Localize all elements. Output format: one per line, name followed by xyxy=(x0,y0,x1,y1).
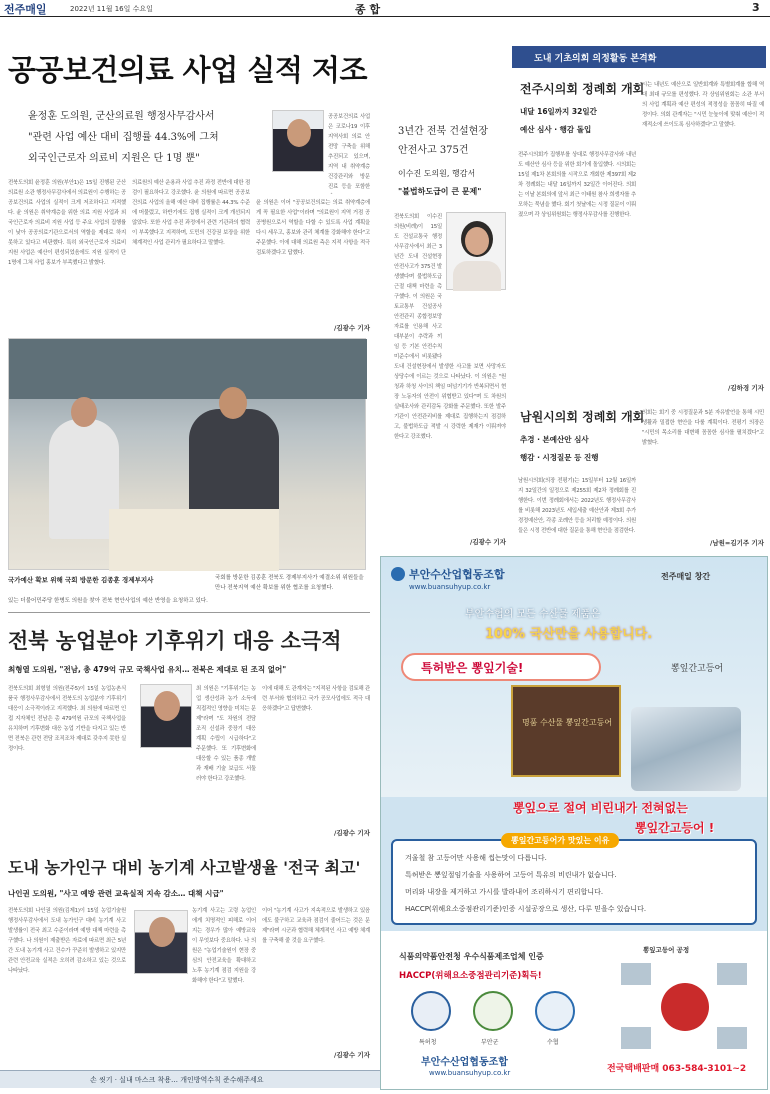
ad-phone[interactable]: 전국택배판매 063-584-3101~2 xyxy=(607,1064,747,1074)
ad-reasons-box xyxy=(391,836,757,925)
article-body: 의회는 회기 중 시정질문과 5분 자유발언을 통해 시민 생활과 밀접한 현안을 다룰 계획이다. 전평기 의장은 "시민의 목소리를 대변해 꼼꼼한 심사를 펼치겠다"고 밝혔다. xyxy=(642,410,764,446)
article-body: 전북도의회 나인권 의원(김제1)이 15일 농업기술원 행정사무감사에서 도내 농가인구 대비 농기계 사고 발생률이 전국 최고 수준이라며 예방 대책 마련을 촉구했다. 나 의원이 제출받은 자료에 따르면 최근 5년간 도내 농기계 사고 건수가 꾸준히 발생하고 있지만 관련 안전교육 실적은 오히려 감소하고 있는 것으로 나타났다. xyxy=(8,908,126,974)
article-body: 농기계 사고는 고령 농업인에게 치명적인 피해로 이어지는 경우가 많아 예방교육이 무엇보다 중요하다. 나 의원은 "농업기술원이 현장 중심의 안전교육을 확대하고 노후 농기계 점검 지원을 강화해야 한다"고 말했다. xyxy=(192,908,256,984)
ad-tagline: 100% 국산만을 사용합니다. xyxy=(485,627,653,642)
reporter-photo xyxy=(446,212,506,290)
article-title: 도내 농가인구 대비 농기계 사고발생율 '전국 최고' xyxy=(8,858,361,877)
suhyup-icon xyxy=(535,991,575,1031)
cert-label: 특허청 xyxy=(419,1039,437,1046)
ad-package: 명품 수산물 뽕잎간고등어 xyxy=(511,685,621,777)
reporter-photo xyxy=(140,684,192,748)
article-body: 공공보건의료 사업은 코로나19 이후 지역사회 의료 안전망 구축을 위해 추진되고 있으며, 지역 내 취약계층 건강관리와 방문 진료 등을 포함한 xyxy=(328,114,370,190)
ad-reason: 머리와 내장을 제거하고 가시를 발라내어 조리하시기 편리합니다. xyxy=(405,888,604,896)
ad-reasons-title: 뽕잎간고등어가 맛있는 이유 xyxy=(501,833,619,848)
byline: /김광수 기자 xyxy=(333,829,370,837)
article-subtitle: 나인권 도의원, "사고 예방 관련 교육실적 지속 감소… 대책 시급" xyxy=(8,889,224,898)
article-subtitle: 예산 심사 · 행감 돌입 xyxy=(520,125,592,134)
ad-reason: 겨울철 참 고등어만 사용해 씹는맛이 다릅니다. xyxy=(405,854,547,862)
reporter-photo xyxy=(272,110,324,172)
ad-haccp: HACCP(위해요소중점관리기준)획득! xyxy=(399,971,542,981)
ad-logo-icon xyxy=(391,567,405,581)
photo-caption: 국가예산 확보 위해 국회 방문한 김종훈 경제부지사 xyxy=(8,576,154,584)
article-subtitle: "관련 사업 예산 대비 집행률 44.3%에 그쳐 xyxy=(28,132,219,143)
article-title: 전주시의회 정례회 개회 xyxy=(520,82,645,96)
ad-slogan: 뽕잎간고등어 ! xyxy=(635,821,715,835)
ad-haccp-line: 식품의약품안전청 우수식품제조업체 인증 xyxy=(399,952,544,961)
article-subtitle: 행감 · 시정질문 등 진행 xyxy=(520,453,599,462)
ad-badge: 전주매일 창간 xyxy=(661,572,711,581)
article-body: 윤 의원은 이어 "공공보건의료는 의료 취약계층에게 꼭 필요한 사업"이라며 "의료원이 지역 거점 공공병원으로서 역할을 다할 수 있도록 사업 계획을 다시 세우고, 홍보와 관리 체계를 강화해야 한다"고 주문했다. 이에 대해 의료원 측은 지적 사항을 적극 검토하겠다고 답했다. xyxy=(256,200,370,256)
article-subtitle: 추경 · 본예산안 심사 xyxy=(520,435,589,444)
news-photo xyxy=(8,338,366,570)
ad-footer-bar: 부안수산업협동조합 www.buansuhyup.co.kr xyxy=(381,1047,601,1089)
article-subtitle: 내달 16일까지 32일간 xyxy=(520,107,597,116)
article-main-title: 공공보건의료 사업 실적 저조 xyxy=(8,53,367,87)
byline: /김광수 기자 xyxy=(333,1051,370,1059)
article-subtitle: "불법하도급이 큰 문제" xyxy=(398,187,482,196)
ad-slogan: 뽕잎으로 절여 비린내가 전혀없는 xyxy=(513,801,688,815)
photo-caption: 있는 더불어민주당 한병도 의원을 찾아 전북 현안사업의 예산 반영을 요청하고 있다. xyxy=(8,598,208,604)
cert-label: 부안군 xyxy=(481,1039,499,1046)
article-title: 남원시의회 정례회 개회 xyxy=(520,410,645,424)
header-bar xyxy=(0,0,770,17)
article-body: 의료원의 예산 운용과 사업 추진 과정 전반에 대한 점검이 필요하다고 강조했다. 윤 의원에 따르면 공공보건의료 사업의 올해 예산 대비 집행률은 44.3% 수준에 머물렀고, 하반기에도 집행 실적이 크게 개선되지 않았다. 또한 사업 추진 과정에서 관련 기관과의 협력이 부족했다고 지적하며, 도민의 건강권 보장을 위한 체계적인 사업 관리가 필요하다고 말했다. xyxy=(132,180,250,246)
article-body: 전북도의회 윤정훈 의원(부안1)은 15일 진행된 군산의료원 소관 행정사무감사에서 의료원이 수행하는 공공보건의료 사업의 실적이 크게 저조하다고 지적했다. 윤 의원은 취약계층을 위한 의료 지원 사업과 외국인근로자 의료비 지원 사업 등 주요 사업의 집행률이 낮아 공공의료기관으로서의 역할을 제대로 하지 못하고 있다고 비판했다. 특히 외국인근로자 의료비 지원 사업은 예산이 편성되었음에도 지원 실적이 단 1명에 그쳐 사업 홍보가 부족했다고 밝혔다. xyxy=(8,180,126,266)
page-number: 3 xyxy=(752,1,760,14)
patent-icon xyxy=(411,991,451,1031)
article-title: 전북 농업분야 기후위기 대응 소극적 xyxy=(8,628,342,653)
paper-logo: 전주매일 xyxy=(4,3,47,16)
article-subtitle: 최형열 도의원, "전남, 총 479억 규모 국책사업 유치… 전북은 제대로 된 조직 없어" xyxy=(8,665,287,674)
section-name: 종 합 xyxy=(355,3,381,16)
ad-reason: 특허받은 뽕잎절임기술을 사용하여 고등어 특유의 비린내가 없습니다. xyxy=(405,871,617,879)
divider xyxy=(8,612,370,613)
article-kicker: 안전사고 375건 xyxy=(398,145,469,156)
ad-url: www.buansuhyup.co.kr xyxy=(409,583,491,591)
article-body: 남원시의회(의장 전평기)는 15일부터 12월 16일까지 32일간의 일정으로 제255회 제2차 정례회를 진행한다. 이번 정례회에서는 2022년도 행정사무감사를 비롯해 2023년도 세입세출 예산안과 제3회 추가경정예산안, 각종 조례안 등을 처리할 예정이다. 의원들은 시정 전반에 대한 질문을 통해 현안을 점검한다. xyxy=(518,478,636,534)
photo-caption: 국회를 방문한 김종훈 전북도 경제부지사가 예결소위 위원들을 만나 전북지역 예산 확보를 위한 협조를 요청했다. xyxy=(215,575,364,591)
article-body: 전주시의회가 집행부를 상대로 행정사무감사와 내년도 예산안 심사 등을 위한 회기에 돌입했다. 시의회는 15일 제1차 본회의를 시작으로 개회한 제397회 제2차 정례회는 내달 16일까지 32일간 이어진다. 의회는 이날 본회의에 앞서 최근 이태원 참사 희생자를 추모하는 묵념을 했다. 회기 첫날에는 시정 질문이 이뤄졌으며 각 상임위원회는 행정사무감사를 진행한다. xyxy=(518,152,636,218)
byline: /남원=김기주 기자 xyxy=(709,539,764,547)
ad-org: 부안수산업협동조합 xyxy=(409,568,505,581)
section-banner: 도내 기초의회 의정활동 본격화 xyxy=(512,46,766,68)
article-subtitle: 이수진 도의원, 행감서 xyxy=(398,169,476,178)
byline: /김하경 기자 xyxy=(727,384,764,392)
cert-label: 수협 xyxy=(547,1039,559,1046)
footer-banner: 손 씻기 · 실내 마스크 착용… 개인방역수칙 준수해주세요 xyxy=(0,1070,380,1088)
article-subtitle: 윤정훈 도의원, 군산의료원 행정사무감사서 xyxy=(28,111,215,122)
ad-special-banner: 특허받은 뽕잎기술! xyxy=(401,653,601,681)
article-body: 이어 "농기계 사고가 지속적으로 발생하고 있음에도 불구하고 교육과 점검이 줄어드는 것은 문제"라며 시군과 협력해 체계적인 사고 예방 체계를 구축해 줄 것을 요구했다. xyxy=(262,908,370,944)
article-body: 최 의원은 "기후위기는 농업 생산성과 농가 소득에 직접적인 영향을 미치는 문제"라며 "도 차원의 전담 조직 신설과 중장기 대응 계획 수립이 시급하다"고 주문했다. 또 기후변화에 대응할 수 있는 품종 개발과 재배 기술 보급도 서둘러야 한다고 강조했다. xyxy=(196,686,256,782)
ad-process-diagram xyxy=(617,957,753,1057)
ad-process-label: 뽕잎고등어 공정 xyxy=(643,946,690,954)
article-body: 시는 내년도 예산으로 일반회계와 특별회계를 합해 역대 최대 규모를 편성했다. 각 상임위원회는 소관 부서의 사업 계획과 예산 편성의 적정성을 꼼꼼히 따질 예정이다. 의회 관계자는 "시민 눈높이에 맞춰 예산이 적재적소에 쓰이도록 심사하겠다"고 말했다. xyxy=(642,82,764,128)
article-body: 전북도의회 최형열 의원(전주5)이 15일 농업농촌식품국 행정사무감사에서 전북도의 농업분야 기후위기 대응이 소극적이라고 지적했다. 최 의원에 따르면 인접 지자체인 전남은 총 479억원 규모의 국책사업을 유치하며 기후변화 대응 농업 기반을 다지고 있는 반면 전북은 관련 전담 조직조차 제대로 갖추지 못한 실정이다. xyxy=(8,686,126,752)
article-body: 이에 대해 도 관계자는 "지적된 사항을 검토해 관련 부서와 협의하고 국가 공모사업에도 적극 대응하겠다"고 답변했다. xyxy=(262,686,370,712)
article-kicker: 3년간 전북 건설현장 xyxy=(398,126,488,137)
byline: /김광수 기자 xyxy=(469,538,506,546)
article-body: 전북도의회 이수진 의원(비례)이 15일 도 건설교통국 행정사무감사에서 최근 3년간 도내 건설현장 안전사고가 375건 발생했다며 불법하도급 근절 대책 마련을 촉구했다. 이 의원은 국토교통부 건설공사 안전관리 종합정보망 자료를 인용해 사고 대부분이 추락과 끼임 등 기본 안전수칙 미준수에서 비롯됐다 xyxy=(394,214,442,360)
ad-fish-image xyxy=(631,707,741,791)
article-subtitle: 외국인근로자 의료비 지원은 단 1명 뿐" xyxy=(28,153,200,164)
advertisement xyxy=(380,556,768,1090)
byline: /김광수 기자 xyxy=(333,324,370,332)
reporter-photo xyxy=(134,910,188,974)
ad-tagline: 부안수협의 모든 수산물 제품은 xyxy=(465,609,601,620)
ad-reason: HACCP(위해요소중점관리기준)인증 시설공장으로 생산, 다루 믿을수 있습니다. xyxy=(405,905,647,913)
issue-date: 2022년 11월 16일 수요일 xyxy=(70,5,153,13)
ad-product-label: 뽕잎간고등어 xyxy=(671,664,724,674)
county-icon xyxy=(473,991,513,1031)
article-body: 도내 건설현장에서 발생한 사고를 보면 사망자도 상당수에 이르는 것으로 나타났다. 이 의원은 "원청과 하청 사이의 책임 떠넘기기가 반복되면서 현장 노동자의 안전이 위협받고 있다"며 도 차원의 실태조사와 관리감독 강화를 주문했다. 또한 발주기관이 안전관리비를 제대로 집행하는지 점검하고, 불법하도급 적발 시 강력한 제재가 이뤄져야 한다고 강조했다. xyxy=(394,364,506,440)
